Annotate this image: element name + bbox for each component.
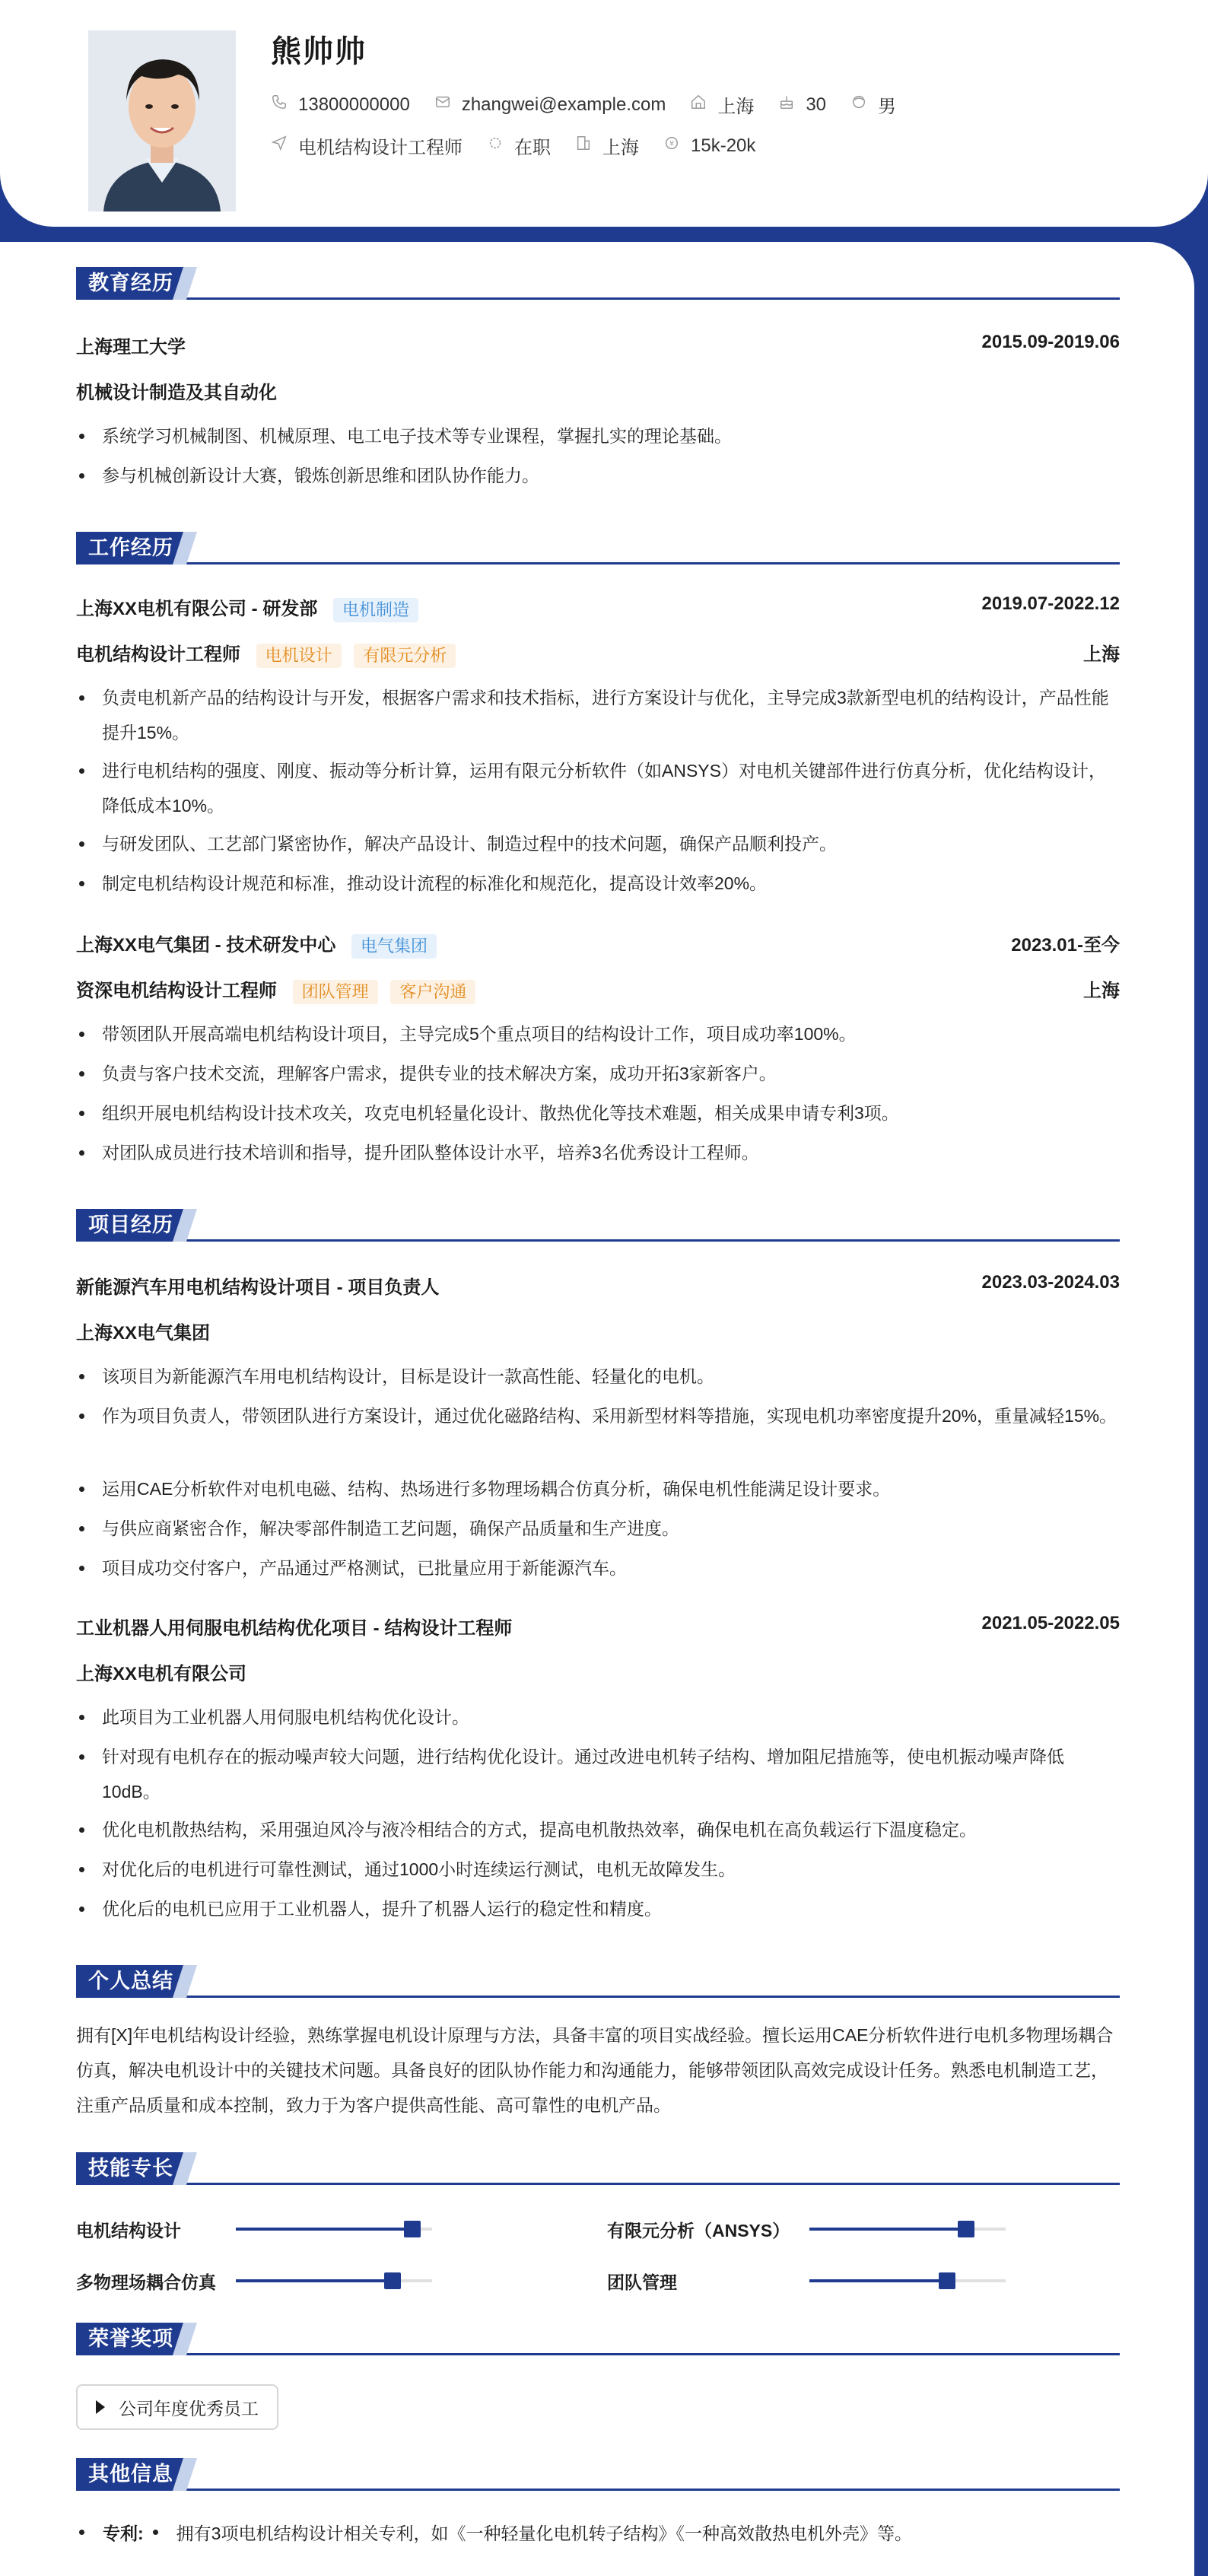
list-item: 组织开展电机结构设计技术攻关，攻克电机轻量化设计、散热优化等技术难题，相关成果申请专利3项。 bbox=[76, 1096, 1120, 1131]
list-item: 优化后的电机已应用于工业机器人，提升了机器人运行的稳定性和精度。 bbox=[76, 1891, 1120, 1926]
phone-text: 13800000000 bbox=[298, 94, 410, 115]
email-text: zhangwei@example.com bbox=[461, 94, 666, 115]
other-text: 拥有3项电机结构设计相关专利，如《一种轻量化电机转子结构》《一种高效散热电机外壳》等。 bbox=[176, 2524, 912, 2543]
list-item: 作为项目负责人，带领团队进行方案设计，通过优化磁路结构、采用新型材料等措施，实现电机功率密度提升20%，重量减轻15%。 bbox=[76, 1398, 1120, 1433]
skill-name: 团队管理 bbox=[607, 2272, 677, 2292]
skill-tag: 电机设计 bbox=[256, 644, 342, 668]
skill-tag: 团队管理 bbox=[293, 980, 378, 1004]
skill-level-marker bbox=[404, 2221, 421, 2237]
job-position-row bbox=[76, 639, 1120, 668]
skill-name: 有限元分析（ANSYS） bbox=[607, 2221, 790, 2240]
skill-level-bar bbox=[809, 2279, 1006, 2282]
candidate-name: 熊帅帅 bbox=[271, 35, 367, 68]
company-name: 上海XX电气集团 - 技术研发中心 bbox=[76, 935, 336, 956]
other-info-item bbox=[76, 2520, 912, 2545]
job-target-text: 电机结构设计工程师 bbox=[298, 138, 463, 158]
project-name: 新能源汽车用电机结构设计项目 - 项目负责人 bbox=[76, 1277, 440, 1298]
section-title: 荣誉奖项 bbox=[76, 2323, 186, 2355]
svg-text:¥: ¥ bbox=[669, 139, 674, 148]
project-entry bbox=[76, 1613, 1120, 1639]
location-text: 上海 bbox=[717, 97, 755, 117]
education-major: 机械设计制造及其自动化 bbox=[76, 383, 277, 403]
section-title: 个人总结 bbox=[76, 1965, 186, 1998]
work-section-header bbox=[76, 533, 1120, 564]
award-text: 公司年度优秀员工 bbox=[119, 2398, 259, 2419]
list-item: 负责与客户技术交流，理解客户需求，提供专业的技术解决方案，成功开拓3家新客户。 bbox=[76, 1056, 1120, 1091]
awards-section-header bbox=[76, 2323, 1120, 2355]
list-item: 对优化后的电机进行可靠性测试，通过1000小时连续运行测试，电机无故障发生。 bbox=[76, 1852, 1120, 1887]
other-section-header bbox=[76, 2459, 1120, 2491]
skill-level-fill bbox=[236, 2228, 412, 2231]
list-item: 优化电机散热结构，采用强迫风冷与液冷相结合的方式，提高电机散热效率，确保电机在高负载运行下温度稳定。 bbox=[76, 1812, 1120, 1847]
list-item: 带领团队开展高端电机结构设计项目，主导完成5个重点项目的结构设计工作，项目成功率100%。 bbox=[76, 1016, 1120, 1051]
job-position-row bbox=[76, 975, 1120, 1004]
list-item: 进行电机结构的强度、刚度、振动等分析计算，运用有限元分析软件（如ANSYS）对电机关键部件进行仿真分析，优化结构设计，降低成本10%。 bbox=[76, 753, 1120, 823]
list-item: 此项目为工业机器人用伺服电机结构优化设计。 bbox=[76, 1700, 1120, 1735]
education-date: 2015.09-2019.06 bbox=[981, 332, 1120, 352]
skill-level-marker bbox=[939, 2272, 955, 2289]
list-item: 制定电机结构设计规范和标准，推动设计流程的标准化和规范化，提高设计效率20%。 bbox=[76, 866, 1120, 901]
skill-name: 多物理场耦合仿真 bbox=[76, 2272, 216, 2292]
list-item: 对团队成员进行技术培训和指导，提升团队整体设计水平，培养3名优秀设计工程师。 bbox=[76, 1135, 1120, 1170]
target-city-text: 上海 bbox=[602, 138, 639, 158]
section-title: 其他信息 bbox=[76, 2458, 186, 2491]
project-date: 2021.05-2022.05 bbox=[981, 1613, 1120, 1633]
section-title: 工作经历 bbox=[76, 532, 186, 564]
skill-level-fill bbox=[236, 2279, 393, 2282]
skill-level-fill bbox=[809, 2279, 947, 2282]
skill-level-bar bbox=[809, 2228, 1006, 2231]
list-item: 系统学习机械制图、机械原理、电工电子技术等专业课程，掌握扎实的理论基础。 bbox=[76, 418, 1120, 453]
job-city: 上海 bbox=[1083, 981, 1120, 1001]
skill-name: 电机结构设计 bbox=[76, 2221, 181, 2240]
job-entry bbox=[76, 930, 1120, 959]
gender-text: 男 bbox=[878, 97, 897, 117]
skill-level-fill bbox=[809, 2228, 966, 2231]
project-org: 上海XX电机有限公司 bbox=[76, 1664, 247, 1684]
skill-tag: 客户沟通 bbox=[390, 980, 475, 1004]
industry-tag: 电气集团 bbox=[351, 934, 437, 959]
list-item: 该项目为新能源汽车用电机结构设计，目标是设计一款高性能、轻量化的电机。 bbox=[76, 1359, 1120, 1394]
industry-tag: 电机制造 bbox=[333, 598, 418, 622]
skills-section-header bbox=[76, 2153, 1120, 2185]
job-date: 2019.07-2022.12 bbox=[981, 593, 1120, 614]
award-item bbox=[76, 2384, 278, 2430]
age-text: 30 bbox=[806, 94, 827, 115]
list-item: 与供应商紧密合作，解决零部件制造工艺问题，确保产品质量和生产进度。 bbox=[76, 1511, 1120, 1546]
project-org: 上海XX电气集团 bbox=[76, 1323, 211, 1344]
list-item: 与研发团队、工艺部门紧密协作，解决产品设计、制造过程中的技术问题，确保产品顺利投产。 bbox=[76, 826, 1120, 861]
salary-text: 15k-20k bbox=[691, 135, 756, 156]
bullet-dot bbox=[153, 2530, 158, 2535]
skill-level-bar bbox=[236, 2279, 432, 2282]
bullet-dot bbox=[79, 2530, 84, 2535]
job-entry bbox=[76, 593, 1120, 622]
list-item: 项目成功交付客户，产品通过严格测试，已批量应用于新能源汽车。 bbox=[76, 1550, 1120, 1585]
list-item: 针对现有电机存在的振动噪声较大问题，进行结构优化设计。通过改进电机转子结构、增加阻尼措施等，使电机振动噪声降低10dB。 bbox=[76, 1739, 1120, 1809]
list-item: 参与机械创新设计大赛，锻炼创新思维和团队协作能力。 bbox=[76, 458, 1120, 493]
project-entry bbox=[76, 1272, 1120, 1299]
project-date: 2023.03-2024.03 bbox=[981, 1272, 1120, 1293]
list-item: 负责电机新产品的结构设计与开发，根据客户需求和技术指标，进行方案设计与优化，主导完成3款新型电机的结构设计，产品性能提升15%。 bbox=[76, 680, 1120, 750]
skill-level-marker bbox=[384, 2272, 401, 2289]
skill-level-bar bbox=[236, 2228, 432, 2231]
list-item: 运用CAE分析软件对电机电磁、结构、热场进行多物理场耦合仿真分析，确保电机性能满足设计要求。 bbox=[76, 1471, 1120, 1506]
section-title: 技能专长 bbox=[76, 2152, 186, 2185]
job-date: 2023.01-至今 bbox=[1011, 935, 1120, 956]
school-name: 上海理工大学 bbox=[76, 337, 186, 358]
job-position: 资深电机结构设计工程师 bbox=[76, 981, 277, 1001]
job-city: 上海 bbox=[1083, 644, 1120, 665]
summary-section-header bbox=[76, 1966, 1120, 1998]
company-name: 上海XX电机有限公司 - 研发部 bbox=[76, 599, 318, 619]
project-name: 工业机器人用伺服电机结构优化项目 - 结构设计工程师 bbox=[76, 1618, 513, 1639]
other-label: 专利: bbox=[103, 2524, 144, 2543]
section-title: 教育经历 bbox=[76, 267, 186, 300]
skill-tag: 有限元分析 bbox=[354, 644, 456, 668]
summary-text: 拥有[X]年电机结构设计经验，熟练掌握电机设计原理与方法，具备丰富的项目实战经验。擅长运用CAE分析软件进行电机多物理场耦合仿真，解决电机设计中的关键技术问题。具备良好的团队协作能力和沟通能力，能够带领团队高效完成设计任务。熟悉电机制造工艺，注重产品质量和成本控制，致力于为客户提供高性能、高可靠性的电机产品。 bbox=[76, 2025, 1114, 2115]
education-section-header bbox=[76, 268, 1120, 300]
status-text: 在职 bbox=[514, 138, 551, 158]
education-entry bbox=[76, 332, 1120, 358]
projects-section-header bbox=[76, 1210, 1120, 1242]
job-position: 电机结构设计工程师 bbox=[76, 644, 240, 665]
play-icon bbox=[96, 2400, 105, 2414]
skill-level-marker bbox=[958, 2221, 974, 2237]
section-title: 项目经历 bbox=[76, 1209, 186, 1242]
